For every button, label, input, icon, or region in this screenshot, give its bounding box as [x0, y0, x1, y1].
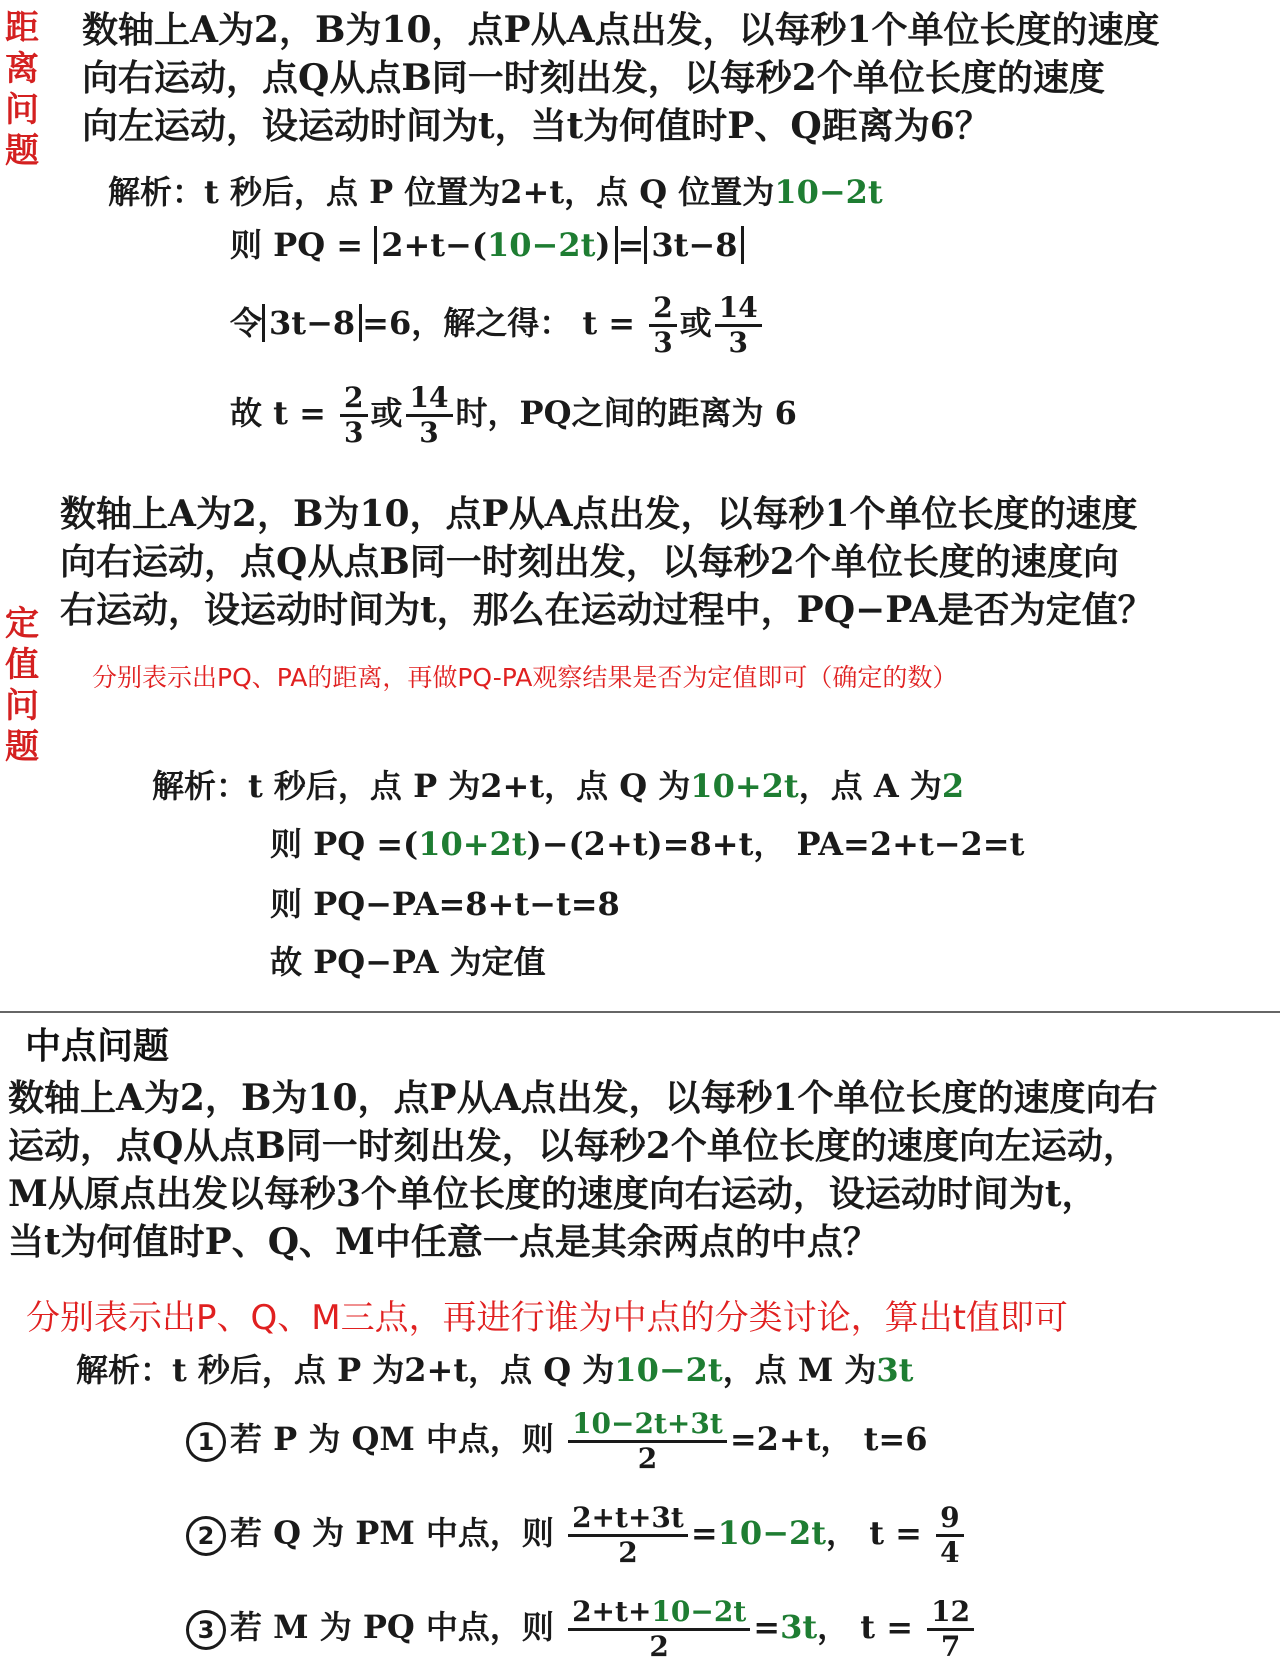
problem-line: 右运动，设运动时间为t，那么在运动过程中，PQ−PA是否为定值？ — [60, 589, 1154, 631]
numerator — [568, 1408, 727, 1443]
abs-expression — [374, 226, 617, 264]
denominator: 7 — [940, 1630, 961, 1663]
m-position: 3t — [876, 1351, 914, 1389]
solution-text: 故 t = — [230, 394, 326, 432]
expr-part: 2+t−( — [381, 226, 487, 264]
midpoint-solution-line-0 — [76, 1350, 913, 1390]
constant-problem — [60, 490, 1154, 634]
circled-number-1: 1 — [186, 1422, 226, 1462]
midpoint-title: 中点问题 — [25, 1026, 170, 1067]
problem-line: 运动，点Q从点B同一时刻出发，以每秒2个单位长度的速度向左运动， — [8, 1125, 1139, 1167]
q-position: 10+2t — [690, 767, 799, 805]
case-result: ， t = — [826, 1514, 922, 1552]
equals: = — [753, 1608, 781, 1646]
num-part-green: 10−2t — [572, 1407, 667, 1440]
circled-number-3: 3 — [186, 1610, 226, 1650]
denominator: 3 — [419, 416, 439, 449]
case-result-green: 10−2t — [717, 1514, 827, 1552]
solution-text: =6，解之得： t = — [362, 304, 636, 342]
solution-text: 时，PQ之间的距离为 6 — [455, 394, 797, 432]
numerator: 14 — [406, 382, 453, 417]
equals: = — [617, 226, 645, 264]
denominator: 4 — [940, 1536, 960, 1569]
midpoint-case-2 — [186, 1502, 967, 1569]
denominator: 2 — [649, 1630, 669, 1663]
solution-text: ，点 A 为 — [798, 767, 942, 805]
constant-solution-line-3: 则 PQ−PA=8+t−t=8 — [270, 885, 620, 923]
or-word: 或 — [679, 304, 712, 342]
expr-part-green: 10−2t — [487, 226, 596, 264]
solution-text: ，点 M 为 — [722, 1351, 877, 1389]
numerator: 14 — [715, 292, 762, 327]
problem-line: 向右运动，点Q从点B同一时刻出发，以每秒2个单位长度的速度向 — [60, 541, 1119, 583]
distance-solution-line-4 — [230, 382, 797, 449]
midpoint-hint: 分别表示出P、Q、M三点，再进行谁为中点的分类讨论，算出t值即可 — [26, 1298, 1068, 1338]
solution-text: )−(2+t)=8+t， PA=2+t−2=t — [526, 825, 1025, 863]
section-label-distance: 距离问题 — [5, 8, 39, 171]
case-result: ， t = — [817, 1608, 914, 1646]
solution-text: 解析：t 秒后，点 P 为2+t，点 Q 为 — [152, 767, 691, 805]
denominator: 2 — [637, 1442, 658, 1475]
num-part-green: +3t — [666, 1407, 723, 1440]
constant-solution-line-4: 故 PQ−PA 为定值 — [270, 943, 546, 981]
expr-part-green: 10+2t — [418, 825, 527, 863]
denominator: 3 — [653, 326, 673, 359]
expr-part: ) — [595, 226, 611, 264]
or-word: 或 — [370, 394, 403, 432]
problem-line: 当t为何值时P、Q、M中任意一点是其余两点的中点？ — [8, 1221, 879, 1263]
case-result: =2+t， t=6 — [729, 1420, 928, 1458]
q-position: 10−2t — [774, 173, 883, 211]
numerator: 12 — [927, 1596, 974, 1631]
fraction — [568, 1596, 750, 1663]
fraction — [649, 292, 676, 359]
distance-solution-line-2 — [230, 225, 744, 265]
constant-solution-line-2 — [270, 824, 1024, 864]
solution-text: 则 PQ = — [230, 226, 364, 264]
fraction — [927, 1596, 974, 1663]
distance-problem — [82, 6, 1160, 150]
fraction — [406, 382, 453, 449]
constant-solution-line-1 — [152, 766, 964, 806]
fraction — [568, 1408, 727, 1475]
solution-text: 解析：t 秒后，点 P 为2+t，点 Q 为 — [76, 1351, 615, 1389]
numerator: 2 — [340, 382, 367, 417]
problem-line: 向右运动，点Q从点B同一时刻出发，以每秒2个单位长度的速度 — [82, 57, 1105, 99]
equals: = — [690, 1514, 718, 1552]
case-text: 若 M 为 PQ 中点，则 — [230, 1608, 554, 1646]
num-part-green: 10−2t — [651, 1595, 747, 1628]
q-position: 10−2t — [614, 1351, 723, 1389]
abs-result: 3t−8 — [644, 226, 744, 264]
fraction — [340, 382, 367, 449]
problem-line: 数轴上A为2，B为10，点P从A点出发，以每秒1个单位长度的速度向右 — [8, 1077, 1158, 1119]
solution-text: t 秒后，点 P 位置为2+t，点 Q 位置为 — [204, 173, 775, 211]
a-position: 2 — [941, 767, 965, 805]
numerator: 9 — [936, 1502, 963, 1537]
problem-line: 向左运动，设运动时间为t，当t为何值时P、Q距离为6？ — [82, 105, 991, 147]
numerator: 2 — [649, 292, 676, 327]
fraction — [568, 1502, 688, 1569]
fraction — [715, 292, 762, 359]
solution-text: 则 PQ =( — [270, 825, 419, 863]
midpoint-case-1 — [186, 1408, 928, 1475]
midpoint-case-3 — [186, 1596, 977, 1663]
section-divider — [0, 1011, 1280, 1013]
solution-label: 解析： — [108, 173, 205, 211]
denominator: 2 — [618, 1536, 638, 1569]
numerator — [568, 1596, 750, 1631]
case-text: 若 Q 为 PM 中点，则 — [230, 1514, 554, 1552]
distance-solution-line-1 — [108, 172, 883, 212]
distance-solution-line-3 — [230, 292, 765, 359]
denominator: 3 — [728, 326, 748, 359]
problem-line: M从原点出发以每秒3个单位长度的速度向右运动，设运动时间为t， — [8, 1173, 1098, 1215]
abs-expression: 3t−8 — [262, 304, 362, 342]
numerator: 2+t+3t — [568, 1502, 688, 1537]
problem-line: 数轴上A为2，B为10，点P从A点出发，以每秒1个单位长度的速度 — [60, 493, 1138, 535]
circled-number-2: 2 — [186, 1516, 226, 1556]
num-part: 2+t+ — [572, 1595, 652, 1628]
constant-hint: 分别表示出PQ、PA的距离，再做PQ-PA观察结果是否为定值即可（确定的数） — [92, 663, 958, 692]
section-label-constant: 定值问题 — [5, 604, 39, 767]
midpoint-problem — [8, 1074, 1158, 1266]
solution-text: 令 — [230, 304, 263, 342]
case-text: 若 P 为 QM 中点，则 — [230, 1420, 554, 1458]
case-result-green: 3t — [780, 1608, 818, 1646]
problem-line: 数轴上A为2，B为10，点P从A点出发，以每秒1个单位长度的速度 — [82, 9, 1160, 51]
denominator: 3 — [344, 416, 364, 449]
fraction — [936, 1502, 963, 1569]
